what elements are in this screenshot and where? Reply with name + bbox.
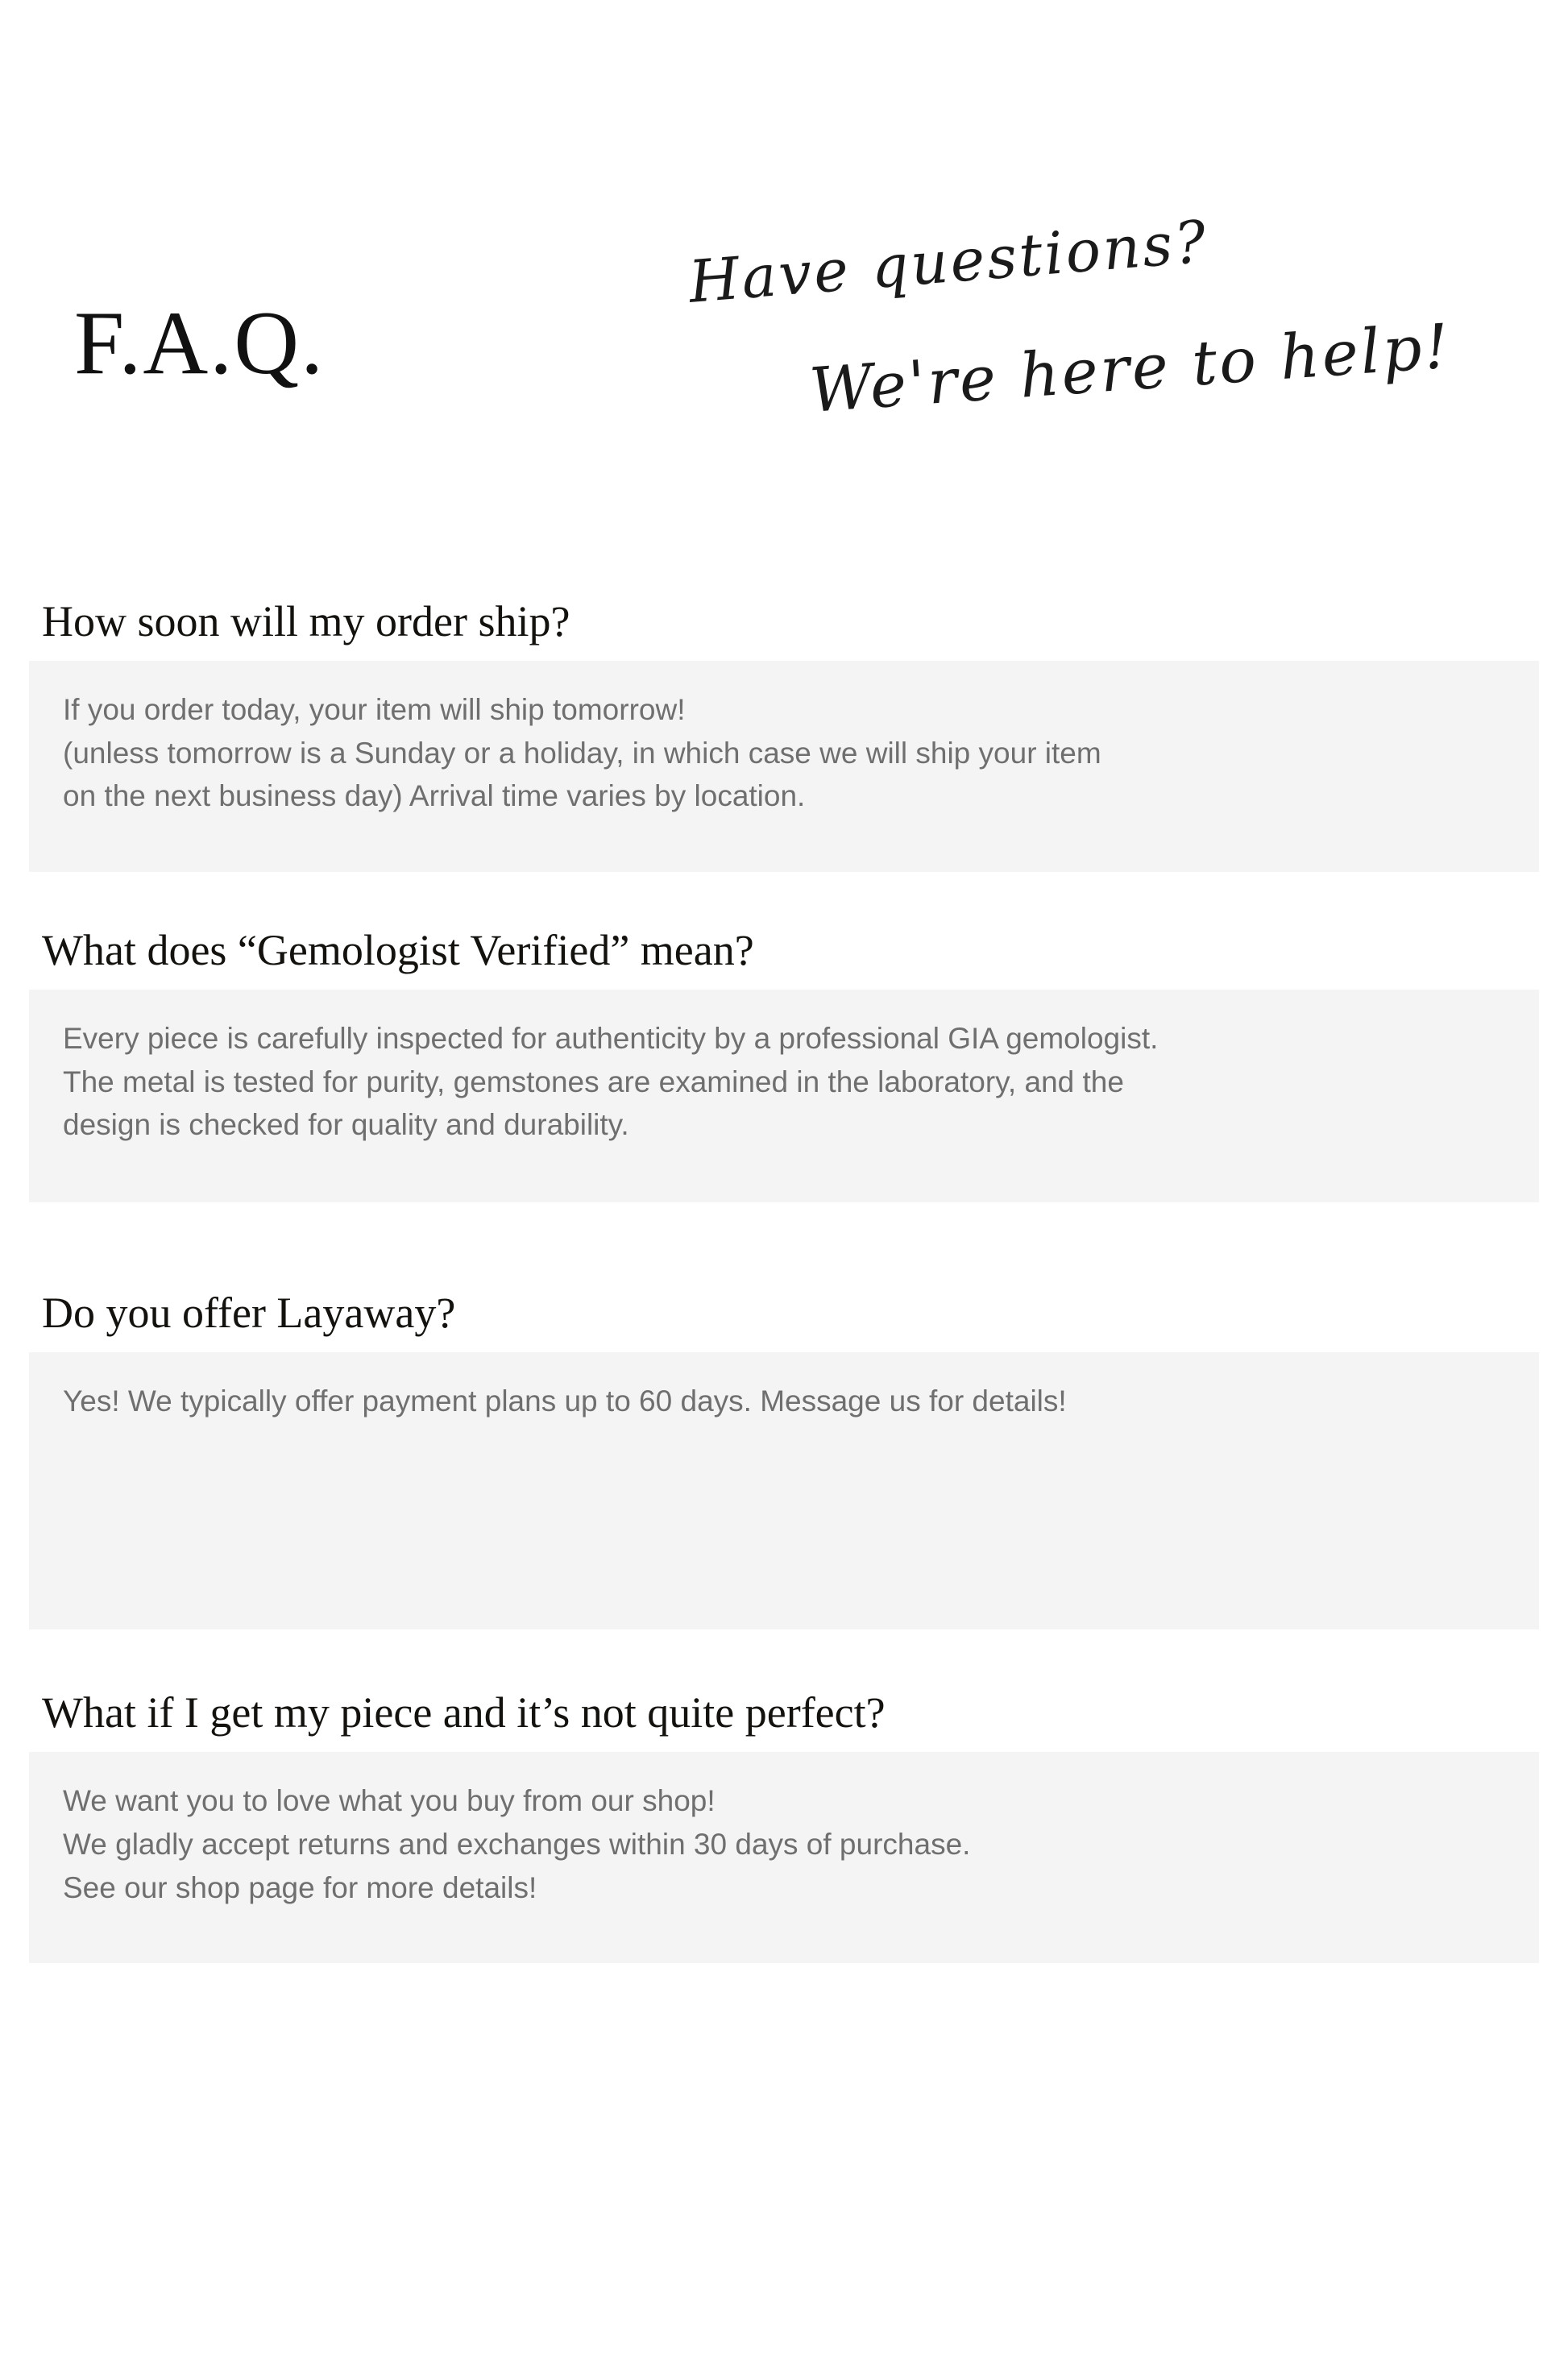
- faq-item: [0, 925, 1568, 1202]
- faq-answer: [29, 990, 1539, 1202]
- faq-answer-line: Yes! We typically offer payment plans up to 60 days. Message us for details!: [63, 1384, 1067, 1418]
- faq-answer-line: If you order today, your item will ship tomorrow!: [63, 693, 686, 727]
- faq-answer-line: Every piece is carefully inspected for authenticity by a professional GIA gemologist.: [63, 1022, 1159, 1056]
- faq-item: [0, 1288, 1568, 1629]
- faq-answer-line: design is checked for quality and durability.: [63, 1108, 629, 1142]
- faq-question: What if I get my piece and it’s not quite perfect?: [42, 1688, 886, 1737]
- faq-header: [0, 207, 1568, 532]
- header-script-text: [669, 207, 1491, 508]
- page-title: F.A.Q.: [74, 293, 326, 393]
- faq-answer-line: See our shop page for more details!: [63, 1870, 537, 1904]
- header-script-line-2: We're here to help!: [807, 309, 1454, 426]
- header-script-line-1: Have questions?: [686, 207, 1211, 316]
- faq-answer-line: We gladly accept returns and exchanges within 30 days of purchase.: [63, 1828, 971, 1862]
- faq-answer: [29, 1752, 1539, 1963]
- faq-item: [0, 1687, 1568, 1963]
- faq-list: [0, 596, 1568, 1963]
- faq-answer: [29, 661, 1539, 872]
- faq-answer-line: (unless tomorrow is a Sunday or a holiday, in which case we will ship your item: [63, 736, 1101, 770]
- faq-item: [0, 596, 1568, 872]
- faq-answer: [29, 1352, 1539, 1629]
- faq-answer-line: on the next business day) Arrival time varies by location.: [63, 779, 806, 813]
- faq-question: How soon will my order ship?: [42, 597, 570, 646]
- faq-answer-line: The metal is tested for purity, gemstones are examined in the laboratory, and the: [63, 1065, 1124, 1098]
- faq-answer-line: We want you to love what you buy from our shop!: [63, 1784, 716, 1818]
- faq-question: Do you offer Layaway?: [42, 1289, 456, 1338]
- faq-question: What does “Gemologist Verified” mean?: [42, 926, 754, 975]
